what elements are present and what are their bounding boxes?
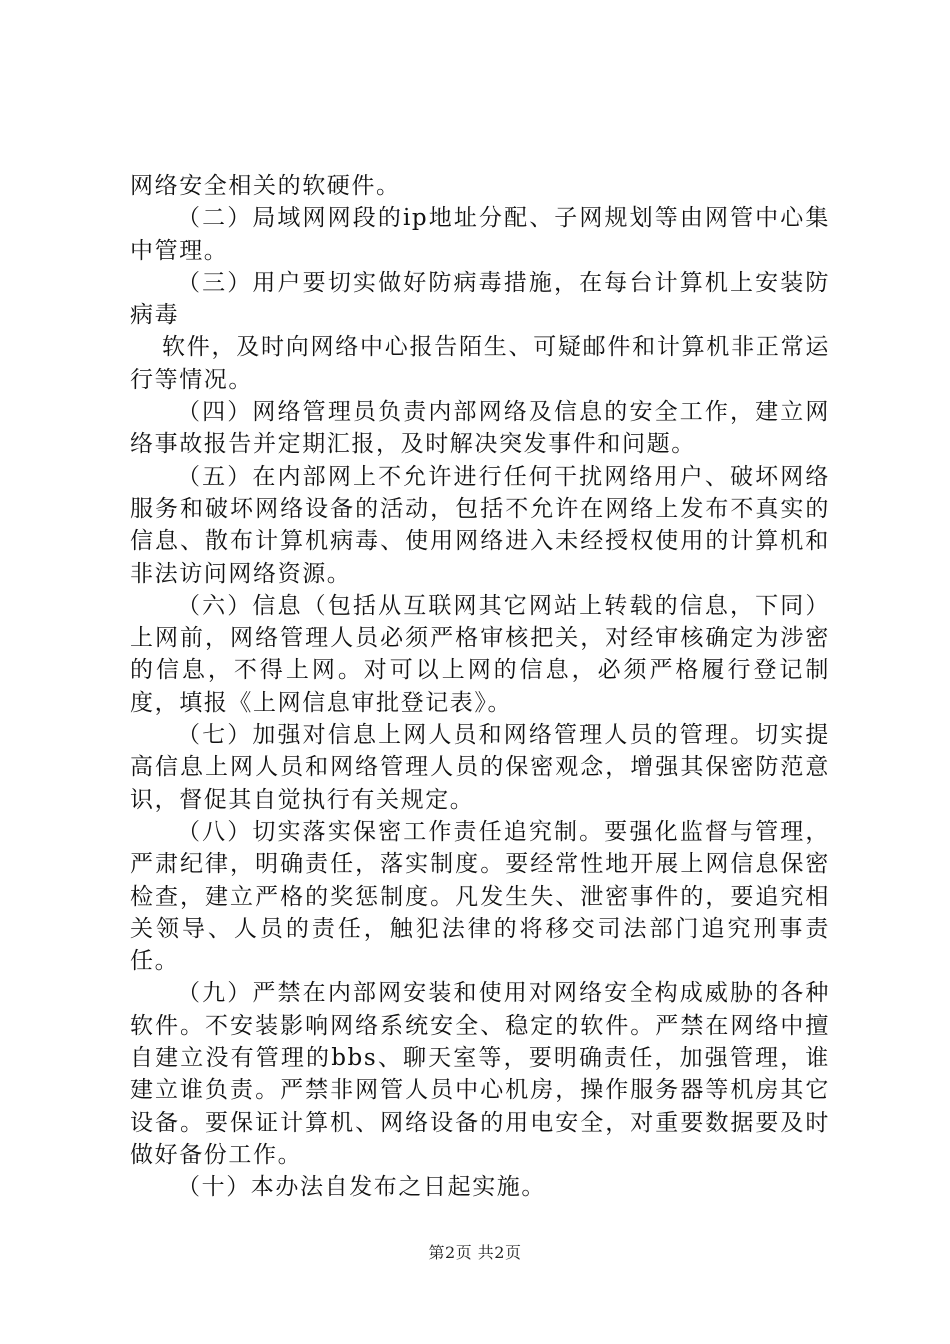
paragraph-continuation: 网络安全相关的软硬件。: [130, 173, 401, 199]
paragraph-item-8: （八）切实落实保密工作责任追究制。要强化监督与管理，严肃纪律，明确责任，落实制度。要经常性地开展上网信息保密检查，建立严格的奖惩制度。凡发生失、泄密事件的，要追究相关领导、人员的责任，触犯法律的将移交司法部门追究刑事责任。: [130, 818, 830, 975]
paragraph-item-3: （三）用户要切实做好防病毒措施，在每台计算机上安装防病毒: [130, 269, 830, 329]
paragraph-item-7: （七）加强对信息上网人员和网络管理人员的管理。切实提高信息上网人员和网络管理人员的保密观念，增强其保密防范意识，督促其自觉执行有关规定。: [130, 722, 830, 813]
paragraph-item-10: （十）本办法自发布之日起实施。: [177, 1174, 546, 1201]
paragraph-item-2: （二）局域网网段的ip地址分配、子网规划等由网管中心集中管理。: [130, 205, 830, 264]
page-number-footer: 第2页 共2页: [428, 1243, 522, 1262]
paragraph-item-5: （五）在内部网上不允许进行任何干扰网络用户、破坏网络服务和破坏网络设备的活动，包括不允许在网络上发布不真实的信息、散布计算机病毒、使用网络进入未经授权使用的计算机和非法访问网络资源。: [130, 463, 830, 587]
paragraph-item-3-continued: 软件，及时向网络中心报告陌生、可疑邮件和计算机非正常运行等情况。: [130, 334, 830, 393]
paragraph-item-4: （四）网络管理员负责内部网络及信息的安全工作，建立网络事故报告并定期汇报，及时解决突发事件和问题。: [130, 399, 830, 458]
paragraph-item-6: （六）信息（包括从互联网其它网站上转载的信息，下同）上网前，网络管理人员必须严格审核把关，对经审核确定为涉密的信息，不得上网。对可以上网的信息，必须严格履行登记制度，填报《上网信息审批登记表》。: [130, 592, 830, 716]
paragraph-item-9: （九）严禁在内部网安装和使用对网络安全构成威胁的各种软件。不安装影响网络系统安全、稳定的软件。严禁在网络中擅自建立没有管理的bbs、聊天室等，要明确责任，加强管理，谁建立谁负责。严禁非网管人员中心机房，操作服务器等机房其它设备。要保证计算机、网络设备的用电安全，对重要数据要及时做好备份工作。: [130, 980, 830, 1168]
document-body: [130, 170, 830, 1204]
